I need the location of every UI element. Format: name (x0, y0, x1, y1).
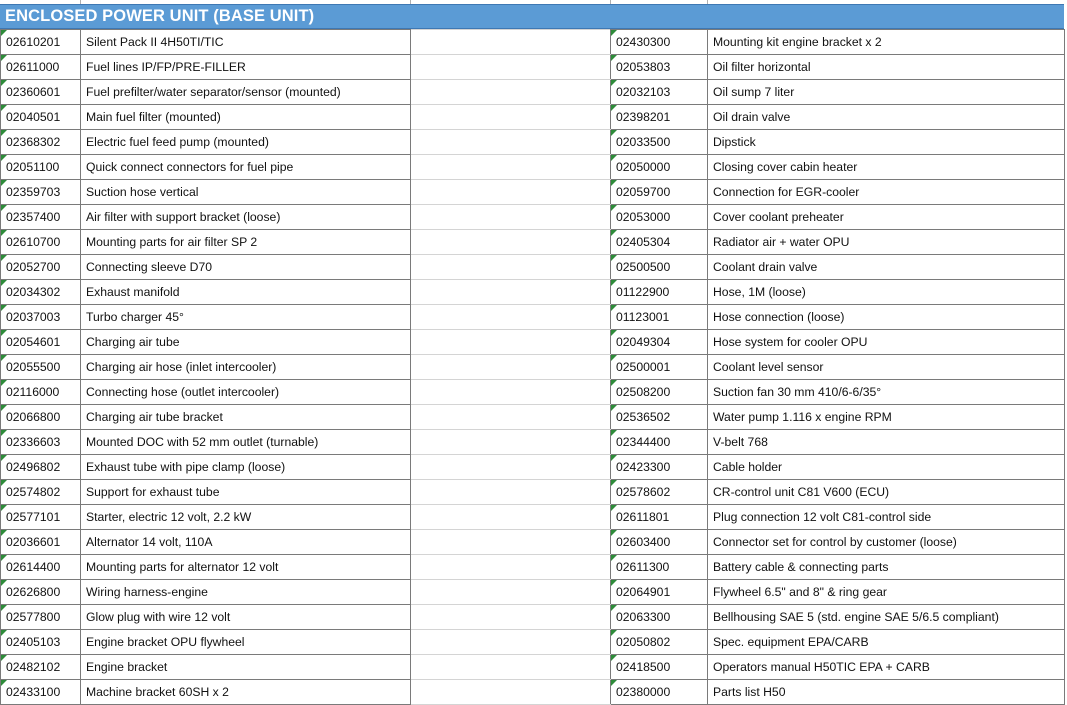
empty-cell[interactable] (411, 155, 611, 180)
empty-cell[interactable] (411, 30, 611, 55)
right-description-cell[interactable]: Oil drain valve (708, 105, 1065, 130)
left-description-cell[interactable]: Engine bracket (81, 655, 411, 680)
right-description-cell[interactable]: Closing cover cabin heater (708, 155, 1065, 180)
right-part-number-cell[interactable]: 02033500 (611, 130, 708, 155)
right-description-cell[interactable]: Connection for EGR-cooler (708, 180, 1065, 205)
right-description-cell[interactable]: Mounting kit engine bracket x 2 (708, 30, 1065, 55)
table-row (1, 530, 1065, 555)
table-row (1, 280, 1065, 305)
empty-cell[interactable] (411, 105, 611, 130)
left-description-cell[interactable]: Connecting hose (outlet intercooler) (81, 380, 411, 405)
left-description-cell[interactable]: Charging air hose (inlet intercooler) (81, 355, 411, 380)
right-part-number-cell[interactable]: 02500001 (611, 355, 708, 380)
empty-cell[interactable] (411, 455, 611, 480)
left-description-cell[interactable]: Charging air tube bracket (81, 405, 411, 430)
empty-cell[interactable] (411, 180, 611, 205)
right-description-cell[interactable]: Plug connection 12 volt C81-control side (708, 505, 1065, 530)
table-row (1, 55, 1065, 80)
table-row (1, 480, 1065, 505)
right-description-cell[interactable]: Oil filter horizontal (708, 55, 1065, 80)
empty-cell[interactable] (411, 280, 611, 305)
empty-cell[interactable] (411, 130, 611, 155)
table-row (1, 30, 1065, 55)
table-row (1, 255, 1065, 280)
left-part-number-cell[interactable]: 02610201 (1, 30, 81, 55)
table-row (1, 505, 1065, 530)
left-part-number-cell[interactable]: 02116000 (1, 380, 81, 405)
left-part-number-cell[interactable]: 02610700 (1, 230, 81, 255)
empty-cell[interactable] (411, 630, 611, 655)
left-description-cell[interactable]: Mounting parts for alternator 12 volt (81, 555, 411, 580)
right-description-cell[interactable]: Spec. equipment EPA/CARB (708, 630, 1065, 655)
empty-cell[interactable] (411, 80, 611, 105)
left-part-number-cell[interactable]: 02040501 (1, 105, 81, 130)
right-part-number-cell[interactable]: 02500500 (611, 255, 708, 280)
parts-table (0, 29, 1065, 705)
right-description-cell[interactable]: Connector set for control by customer (loose) (708, 530, 1065, 555)
right-part-number-cell[interactable]: 02344400 (611, 430, 708, 455)
empty-cell[interactable] (411, 530, 611, 555)
left-description-cell[interactable]: Mounting parts for air filter SP 2 (81, 230, 411, 255)
right-part-number-cell[interactable]: 02418500 (611, 655, 708, 680)
right-part-number-cell[interactable]: 02430300 (611, 30, 708, 55)
empty-cell[interactable] (411, 505, 611, 530)
empty-cell[interactable] (411, 230, 611, 255)
empty-cell[interactable] (411, 405, 611, 430)
left-part-number-cell[interactable]: 02051100 (1, 155, 81, 180)
right-part-number-cell[interactable]: 02032103 (611, 80, 708, 105)
right-part-number-cell[interactable]: 02508200 (611, 380, 708, 405)
right-part-number-cell[interactable]: 02050000 (611, 155, 708, 180)
right-description-cell[interactable]: Oil sump 7 liter (708, 80, 1065, 105)
table-row (1, 455, 1065, 480)
left-part-number-cell[interactable]: 02482102 (1, 655, 81, 680)
right-part-number-cell[interactable]: 02536502 (611, 405, 708, 430)
table-row (1, 80, 1065, 105)
left-description-cell[interactable]: Silent Pack II 4H50TI/TIC (81, 30, 411, 55)
empty-cell[interactable] (411, 430, 611, 455)
right-description-cell[interactable]: Parts list H50 (708, 680, 1065, 705)
section-title: ENCLOSED POWER UNIT (BASE UNIT) (5, 7, 315, 25)
left-description-cell[interactable]: Exhaust tube with pipe clamp (loose) (81, 455, 411, 480)
table-row (1, 380, 1065, 405)
left-part-number-cell[interactable]: 02054601 (1, 330, 81, 355)
right-part-number-cell[interactable]: 02611300 (611, 555, 708, 580)
table-row (1, 655, 1065, 680)
right-part-number-cell[interactable]: 01123001 (611, 305, 708, 330)
table-row (1, 430, 1065, 455)
table-row (1, 105, 1065, 130)
left-description-cell[interactable]: Connecting sleeve D70 (81, 255, 411, 280)
right-description-cell[interactable]: V-belt 768 (708, 430, 1065, 455)
table-row (1, 630, 1065, 655)
right-part-number-cell[interactable]: 02405304 (611, 230, 708, 255)
left-description-cell[interactable]: Electric fuel feed pump (mounted) (81, 130, 411, 155)
left-part-number-cell[interactable]: 02574802 (1, 480, 81, 505)
right-description-cell[interactable]: Hose system for cooler OPU (708, 330, 1065, 355)
left-part-number-cell[interactable]: 02037003 (1, 305, 81, 330)
left-description-cell[interactable]: Fuel lines IP/FP/PRE-FILLER (81, 55, 411, 80)
right-description-cell[interactable]: Bellhousing SAE 5 (std. engine SAE 5/6.5 compliant) (708, 605, 1065, 630)
left-part-number-cell[interactable]: 02611000 (1, 55, 81, 80)
right-part-number-cell[interactable]: 02053803 (611, 55, 708, 80)
right-part-number-cell[interactable]: 02049304 (611, 330, 708, 355)
right-description-cell[interactable]: Coolant drain valve (708, 255, 1065, 280)
left-description-cell[interactable]: Support for exhaust tube (81, 480, 411, 505)
right-part-number-cell[interactable]: 02063300 (611, 605, 708, 630)
table-row (1, 130, 1065, 155)
left-description-cell[interactable]: Machine bracket 60SH x 2 (81, 680, 411, 705)
table-row (1, 230, 1065, 255)
table-row (1, 155, 1065, 180)
left-part-number-cell[interactable]: 02577101 (1, 505, 81, 530)
left-description-cell[interactable]: Starter, electric 12 volt, 2.2 kW (81, 505, 411, 530)
left-description-cell[interactable]: Engine bracket OPU flywheel (81, 630, 411, 655)
left-part-number-cell[interactable]: 02368302 (1, 130, 81, 155)
left-part-number-cell[interactable]: 02359703 (1, 180, 81, 205)
empty-cell[interactable] (411, 680, 611, 705)
parts-table-body (1, 30, 1065, 705)
table-row (1, 555, 1065, 580)
left-description-cell[interactable]: Glow plug with wire 12 volt (81, 605, 411, 630)
right-part-number-cell[interactable]: 02398201 (611, 105, 708, 130)
empty-cell[interactable] (411, 55, 611, 80)
right-part-number-cell[interactable]: 02064901 (611, 580, 708, 605)
right-description-cell[interactable]: Dipstick (708, 130, 1065, 155)
left-part-number-cell[interactable]: 02034302 (1, 280, 81, 305)
left-description-cell[interactable]: Charging air tube (81, 330, 411, 355)
right-part-number-cell[interactable]: 02053000 (611, 205, 708, 230)
table-row (1, 305, 1065, 330)
table-row (1, 405, 1065, 430)
empty-cell[interactable] (411, 580, 611, 605)
left-part-number-cell[interactable]: 02055500 (1, 355, 81, 380)
right-description-cell[interactable]: Hose connection (loose) (708, 305, 1065, 330)
left-part-number-cell[interactable]: 02433100 (1, 680, 81, 705)
table-row (1, 680, 1065, 705)
right-description-cell[interactable]: Operators manual H50TIC EPA + CARB (708, 655, 1065, 680)
left-description-cell[interactable]: Turbo charger 45° (81, 305, 411, 330)
empty-cell[interactable] (411, 555, 611, 580)
empty-cell[interactable] (411, 480, 611, 505)
empty-cell[interactable] (411, 605, 611, 630)
right-part-number-cell[interactable]: 02050802 (611, 630, 708, 655)
right-description-cell[interactable]: Battery cable & connecting parts (708, 555, 1065, 580)
left-part-number-cell[interactable]: 02405103 (1, 630, 81, 655)
left-part-number-cell[interactable]: 02360601 (1, 80, 81, 105)
right-part-number-cell[interactable]: 02059700 (611, 180, 708, 205)
left-description-cell[interactable]: Suction hose vertical (81, 180, 411, 205)
right-description-cell[interactable]: Cable holder (708, 455, 1065, 480)
left-part-number-cell[interactable]: 02626800 (1, 580, 81, 605)
right-part-number-cell[interactable]: 02423300 (611, 455, 708, 480)
empty-cell[interactable] (411, 330, 611, 355)
empty-cell[interactable] (411, 205, 611, 230)
left-part-number-cell[interactable]: 02357400 (1, 205, 81, 230)
left-description-cell[interactable]: Mounted DOC with 52 mm outlet (turnable) (81, 430, 411, 455)
left-description-cell[interactable]: Air filter with support bracket (loose) (81, 205, 411, 230)
table-row (1, 330, 1065, 355)
left-part-number-cell[interactable]: 02496802 (1, 455, 81, 480)
right-description-cell[interactable]: Coolant level sensor (708, 355, 1065, 380)
left-part-number-cell[interactable]: 02614400 (1, 555, 81, 580)
right-description-cell[interactable]: Suction fan 30 mm 410/6-6/35° (708, 380, 1065, 405)
table-row (1, 605, 1065, 630)
left-part-number-cell[interactable]: 02577800 (1, 605, 81, 630)
section-header-bar[interactable] (0, 4, 1064, 29)
empty-cell[interactable] (411, 380, 611, 405)
left-description-cell[interactable]: Wiring harness-engine (81, 580, 411, 605)
right-description-cell[interactable]: Cover coolant preheater (708, 205, 1065, 230)
table-row (1, 355, 1065, 380)
left-part-number-cell[interactable]: 02036601 (1, 530, 81, 555)
left-description-cell[interactable]: Main fuel filter (mounted) (81, 105, 411, 130)
table-row (1, 580, 1065, 605)
left-part-number-cell[interactable]: 02336603 (1, 430, 81, 455)
right-description-cell[interactable]: Hose, 1M (loose) (708, 280, 1065, 305)
right-description-cell[interactable]: Radiator air + water OPU (708, 230, 1065, 255)
right-description-cell[interactable]: CR-control unit C81 V600 (ECU) (708, 480, 1065, 505)
empty-cell[interactable] (411, 655, 611, 680)
left-part-number-cell[interactable]: 02052700 (1, 255, 81, 280)
left-part-number-cell[interactable]: 02066800 (1, 405, 81, 430)
empty-cell[interactable] (411, 255, 611, 280)
left-description-cell[interactable]: Exhaust manifold (81, 280, 411, 305)
empty-cell[interactable] (411, 355, 611, 380)
table-row (1, 205, 1065, 230)
right-part-number-cell[interactable]: 02578602 (611, 480, 708, 505)
left-description-cell[interactable]: Alternator 14 volt, 110A (81, 530, 411, 555)
left-description-cell[interactable]: Quick connect connectors for fuel pipe (81, 155, 411, 180)
right-part-number-cell[interactable]: 01122900 (611, 280, 708, 305)
left-description-cell[interactable]: Fuel prefilter/water separator/sensor (mounted) (81, 80, 411, 105)
right-part-number-cell[interactable]: 02380000 (611, 680, 708, 705)
empty-cell[interactable] (411, 305, 611, 330)
right-part-number-cell[interactable]: 02611801 (611, 505, 708, 530)
table-row (1, 180, 1065, 205)
right-part-number-cell[interactable]: 02603400 (611, 530, 708, 555)
right-description-cell[interactable]: Water pump 1.116 x engine RPM (708, 405, 1065, 430)
right-description-cell[interactable]: Flywheel 6.5" and 8" & ring gear (708, 580, 1065, 605)
